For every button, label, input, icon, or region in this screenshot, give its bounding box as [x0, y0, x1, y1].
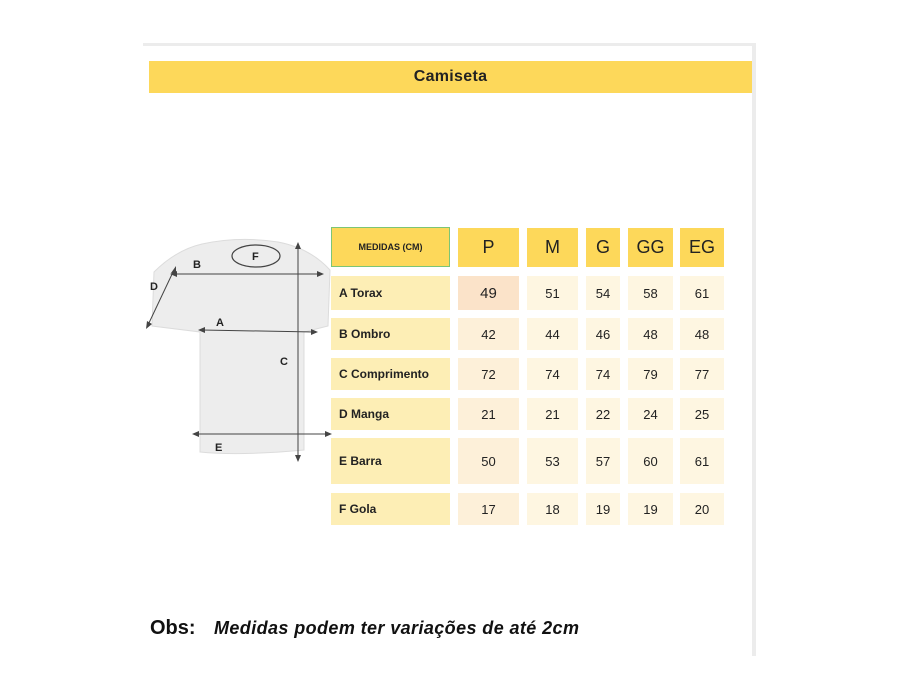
value-comprimento-eg: 77 — [680, 358, 724, 390]
row-label-gola: F Gola — [331, 493, 450, 525]
header-size-p: P — [458, 228, 519, 267]
value-gola-m: 18 — [527, 493, 578, 525]
value-torax-g: 54 — [586, 276, 620, 310]
value-gola-p: 17 — [458, 493, 519, 525]
label-d: D — [150, 281, 158, 293]
value-manga-m: 21 — [527, 398, 578, 430]
value-manga-g: 22 — [586, 398, 620, 430]
label-a: A — [216, 317, 224, 329]
value-ombro-m: 44 — [527, 318, 578, 350]
value-gola-g: 19 — [586, 493, 620, 525]
value-comprimento-m: 74 — [527, 358, 578, 390]
header-size-eg: EG — [680, 228, 724, 267]
row-label-manga: D Manga — [331, 398, 450, 430]
frame-right-border — [752, 43, 756, 656]
label-b: B — [193, 259, 201, 271]
value-barra-m: 53 — [527, 438, 578, 484]
note-text: Medidas podem ter variações de até 2cm — [214, 618, 580, 638]
value-torax-eg: 61 — [680, 276, 724, 310]
row-label-comprimento: C Comprimento — [331, 358, 450, 390]
label-f: F — [252, 251, 259, 263]
value-manga-p: 21 — [458, 398, 519, 430]
label-e: E — [215, 442, 223, 454]
row-label-ombro: B Ombro — [331, 318, 450, 350]
tshirt-diagram — [140, 232, 340, 464]
value-barra-gg: 60 — [628, 438, 673, 484]
value-comprimento-gg: 79 — [628, 358, 673, 390]
page-title: Camiseta — [149, 61, 752, 93]
value-torax-m: 51 — [527, 276, 578, 310]
value-comprimento-g: 74 — [586, 358, 620, 390]
row-label-barra: E Barra — [331, 438, 450, 484]
value-barra-eg: 61 — [680, 438, 724, 484]
header-size-gg: GG — [628, 228, 673, 267]
frame-top-border — [143, 43, 755, 46]
value-ombro-g: 46 — [586, 318, 620, 350]
value-manga-eg: 25 — [680, 398, 724, 430]
value-ombro-eg: 48 — [680, 318, 724, 350]
value-torax-gg: 58 — [628, 276, 673, 310]
value-manga-gg: 24 — [628, 398, 673, 430]
header-size-g: G — [586, 228, 620, 267]
row-label-torax: A Torax — [331, 276, 450, 310]
value-barra-p: 50 — [458, 438, 519, 484]
value-ombro-p: 42 — [458, 318, 519, 350]
value-gola-gg: 19 — [628, 493, 673, 525]
header-medidas: MEDIDAS (CM) — [331, 227, 450, 267]
header-size-m: M — [527, 228, 578, 267]
value-ombro-gg: 48 — [628, 318, 673, 350]
label-c: C — [280, 356, 288, 368]
value-gola-eg: 20 — [680, 493, 724, 525]
value-comprimento-p: 72 — [458, 358, 519, 390]
value-torax-p: 49 — [458, 276, 519, 310]
tshirt-shape — [152, 239, 330, 453]
value-barra-g: 57 — [586, 438, 620, 484]
note-prefix: Obs: — [150, 617, 196, 639]
